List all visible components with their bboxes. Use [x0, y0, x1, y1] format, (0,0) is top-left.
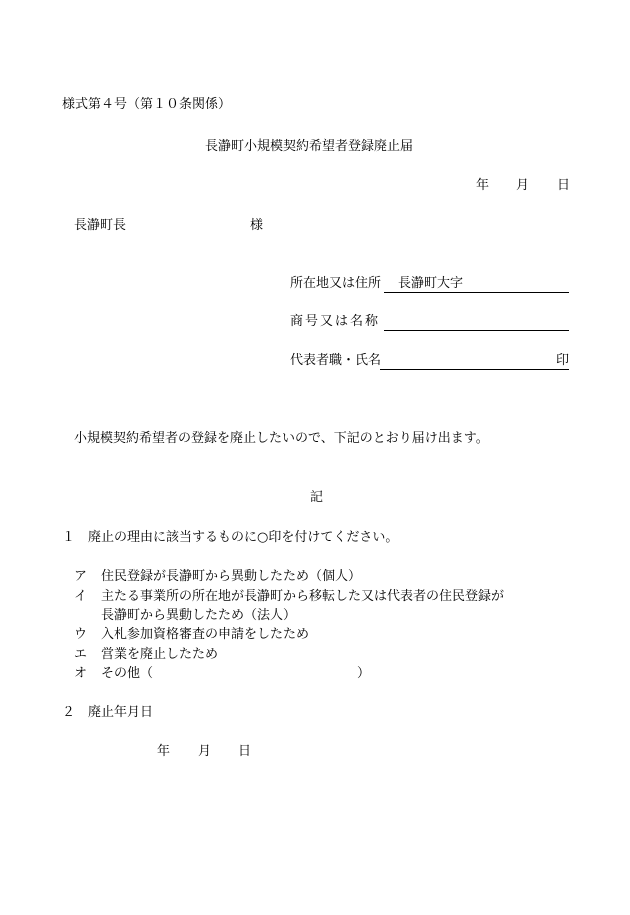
document-title: 長瀞町小規模契約希望者登録廃止届 — [205, 139, 414, 154]
option-i-text[interactable]: 主たる事業所の所在地が長瀞町から移転した又は代表者の住民登録が — [101, 589, 505, 604]
addressee-name: 長瀞町長 — [74, 218, 127, 233]
address-field[interactable] — [384, 276, 569, 293]
option-o-text[interactable]: その他（ — [101, 666, 154, 681]
option-o-close-paren: ） — [357, 666, 371, 681]
address-label: 所在地又は住所 — [290, 276, 382, 291]
date-year-label: 年 — [476, 178, 490, 193]
abolition-month-label: 月 — [198, 744, 212, 759]
section1-text: 廃止の理由に該当するものに○印を付けてください。 — [88, 530, 399, 545]
date-month-label: 月 — [516, 178, 530, 193]
option-a-text[interactable]: 住民登録が長瀞町から異動したため（個人） — [101, 569, 362, 584]
option-e-text[interactable]: 営業を廃止したため — [101, 647, 219, 662]
option-o-other-field[interactable] — [160, 666, 350, 682]
abolition-year-label: 年 — [157, 744, 171, 759]
section1-number: １ — [62, 530, 76, 545]
section2-text: 廃止年月日 — [88, 705, 154, 720]
ki-label: 記 — [310, 490, 324, 505]
trade-name-field[interactable] — [384, 314, 569, 331]
option-u-marker: ウ — [74, 627, 88, 642]
address-value: 長瀞町大字 — [398, 276, 464, 291]
option-i-text-continued[interactable]: 長瀞町から異動したため（法人） — [101, 608, 297, 623]
section2-number: ２ — [62, 705, 76, 720]
representative-field[interactable] — [380, 353, 569, 370]
form-number: 様式第４号（第１０条関係） — [62, 97, 232, 112]
seal-mark: 印 — [556, 353, 570, 368]
option-o-marker: オ — [74, 666, 88, 681]
statement-text: 小規模契約希望者の登録を廃止したいので、下記のとおり届け出ます。 — [74, 431, 489, 446]
option-a-marker: ア — [74, 569, 88, 584]
representative-label: 代表者職・氏名 — [290, 353, 382, 368]
option-u-text[interactable]: 入札参加資格審査の申請をしたため — [101, 627, 310, 642]
trade-name-label: 商号又は名称 — [290, 314, 381, 329]
option-i-marker: イ — [74, 589, 88, 604]
date-day-label: 日 — [557, 178, 571, 193]
addressee-honorific: 様 — [250, 218, 264, 233]
option-e-marker: エ — [74, 647, 88, 662]
abolition-day-label: 日 — [238, 744, 252, 759]
